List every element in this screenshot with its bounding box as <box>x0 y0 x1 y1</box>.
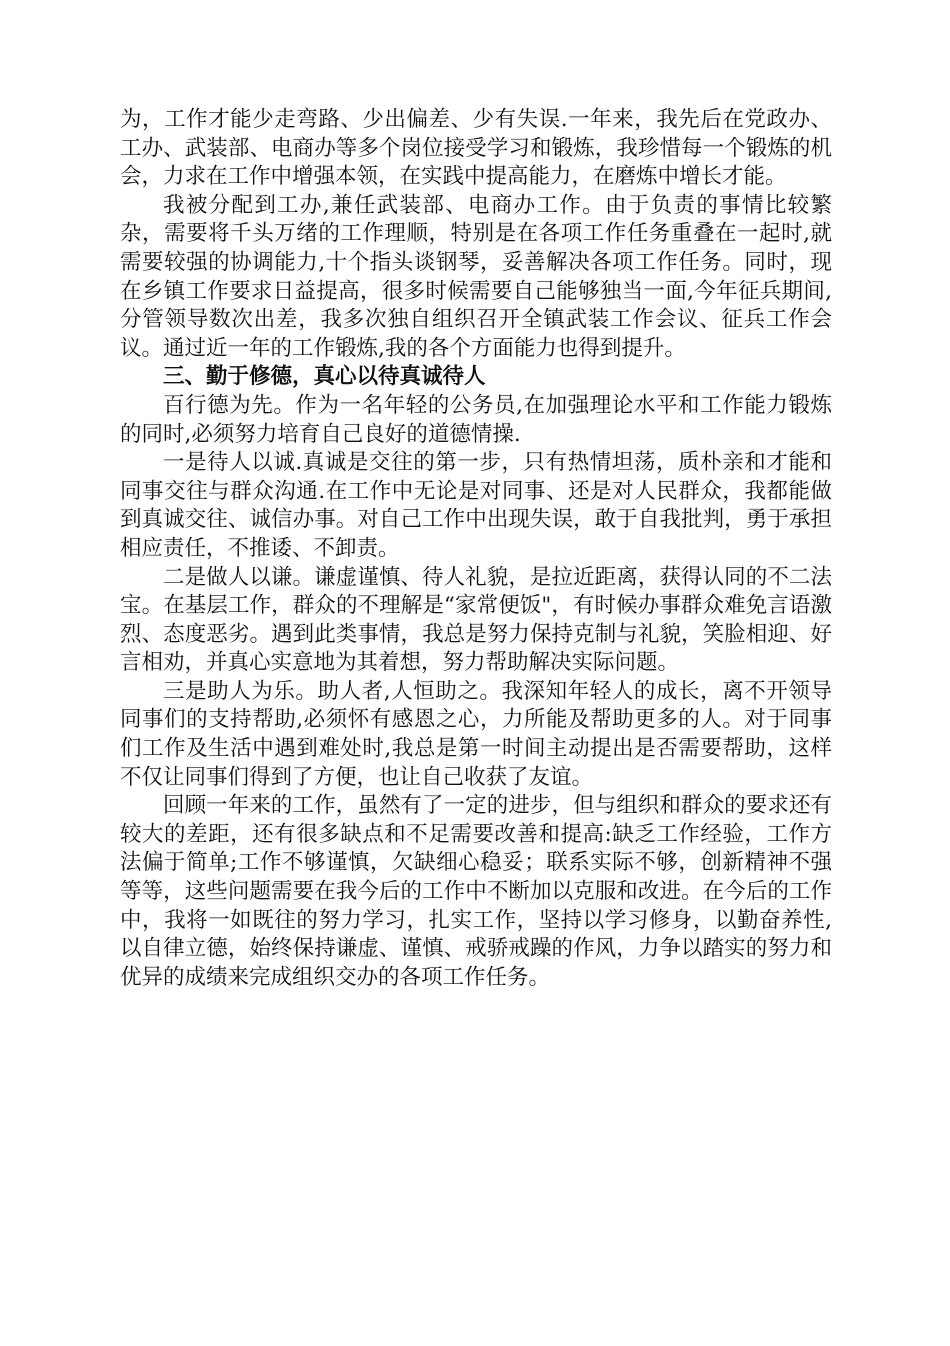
paragraph-helping-others: 三是助人为乐。助人者,人恒助之。我深知年轻人的成长，离不开领导同事们的支持帮助,必须怀有感恩之心，力所能及帮助更多的人。对于同事们工作及生活中遇到难处时,我总是第一时间主动提出是否需要帮助，这样不仅让同事们得到了方便，也让自己收获了友谊。 <box>120 678 832 790</box>
paragraph-sincerity: 一是待人以诚.真诚是交往的第一步，只有热情坦荡，质朴亲和才能和同事交往与群众沟通.在工作中无论是对同事、还是对人民群众，我都能做到真诚交往、诚信办事。对自己工作中出现失误，敢于自我批判，勇于承担相应责任，不推诿、不卸责。 <box>120 450 832 561</box>
document-page <box>120 106 832 992</box>
paragraph-humility: 二是做人以谦。谦虚谨慎、待人礼貌，是拉近距离，获得认同的不二法宝。在基层工作，群众的不理解是“家常便饭"，有时候办事群众难免言语激烈、态度恶劣。遇到此类事情，我总是努力保持克制与礼貌，笑脸相迎、好言相劝，并真心实意地为其着想，努力帮助解决实际问题。 <box>120 564 832 676</box>
paragraph-work-assignment: 我被分配到工办,兼任武装部、电商办工作。由于负责的事情比较繁杂，需要将千头万绪的工作理顺，特别是在各项工作任务重叠在一起时,就需要较强的协调能力,十个指头谈钢琴，妥善解决各项工作任务。同时，现在乡镇工作要求日益提高，很多时候需要自己能够独当一面,今年征兵期间,分管领导数次出差，我多次独自组织召开全镇武装工作会议、征兵工作会议。通过近一年的工作锻炼,我的各个方面能力也得到提升。 <box>120 192 832 361</box>
paragraph-virtue-intro: 百行德为先。作为一名年轻的公务员,在加强理论水平和工作能力锻炼的同时,必须努力培育自己良好的道德情操. <box>120 392 832 447</box>
paragraph-continuation: 为，工作才能少走弯路、少出偏差、少有失误.一年来，我先后在党政办、工办、武装部、电商办等多个岗位接受学习和锻炼，我珍惜每一个锻炼的机会，力求在工作中增强本领，在实践中提高能力，在磨炼中增长才能。 <box>120 107 832 190</box>
section-heading-3: 三、勤于修德，真心以待真诚待人 <box>163 364 486 390</box>
paragraph-review-summary: 回顾一年来的工作，虽然有了一定的进步，但与组织和群众的要求还有较大的差距，还有很多缺点和不足需要改善和提高:缺乏工作经验，工作方法偏于简单;工作不够谨慎，欠缺细心稳妥；联系实际不够，创新精神不强等等，这些问题需要在我今后的工作中不断加以克服和改进。在今后的工作中，我将一如既往的努力学习，扎实工作，坚持以学习修身，以勤奋养性,以自律立德，始终保持谦虚、谨慎、戒骄戒躁的作风，力争以踏实的努力和优异的成绩来完成组织交办的各项工作任务。 <box>120 793 832 990</box>
